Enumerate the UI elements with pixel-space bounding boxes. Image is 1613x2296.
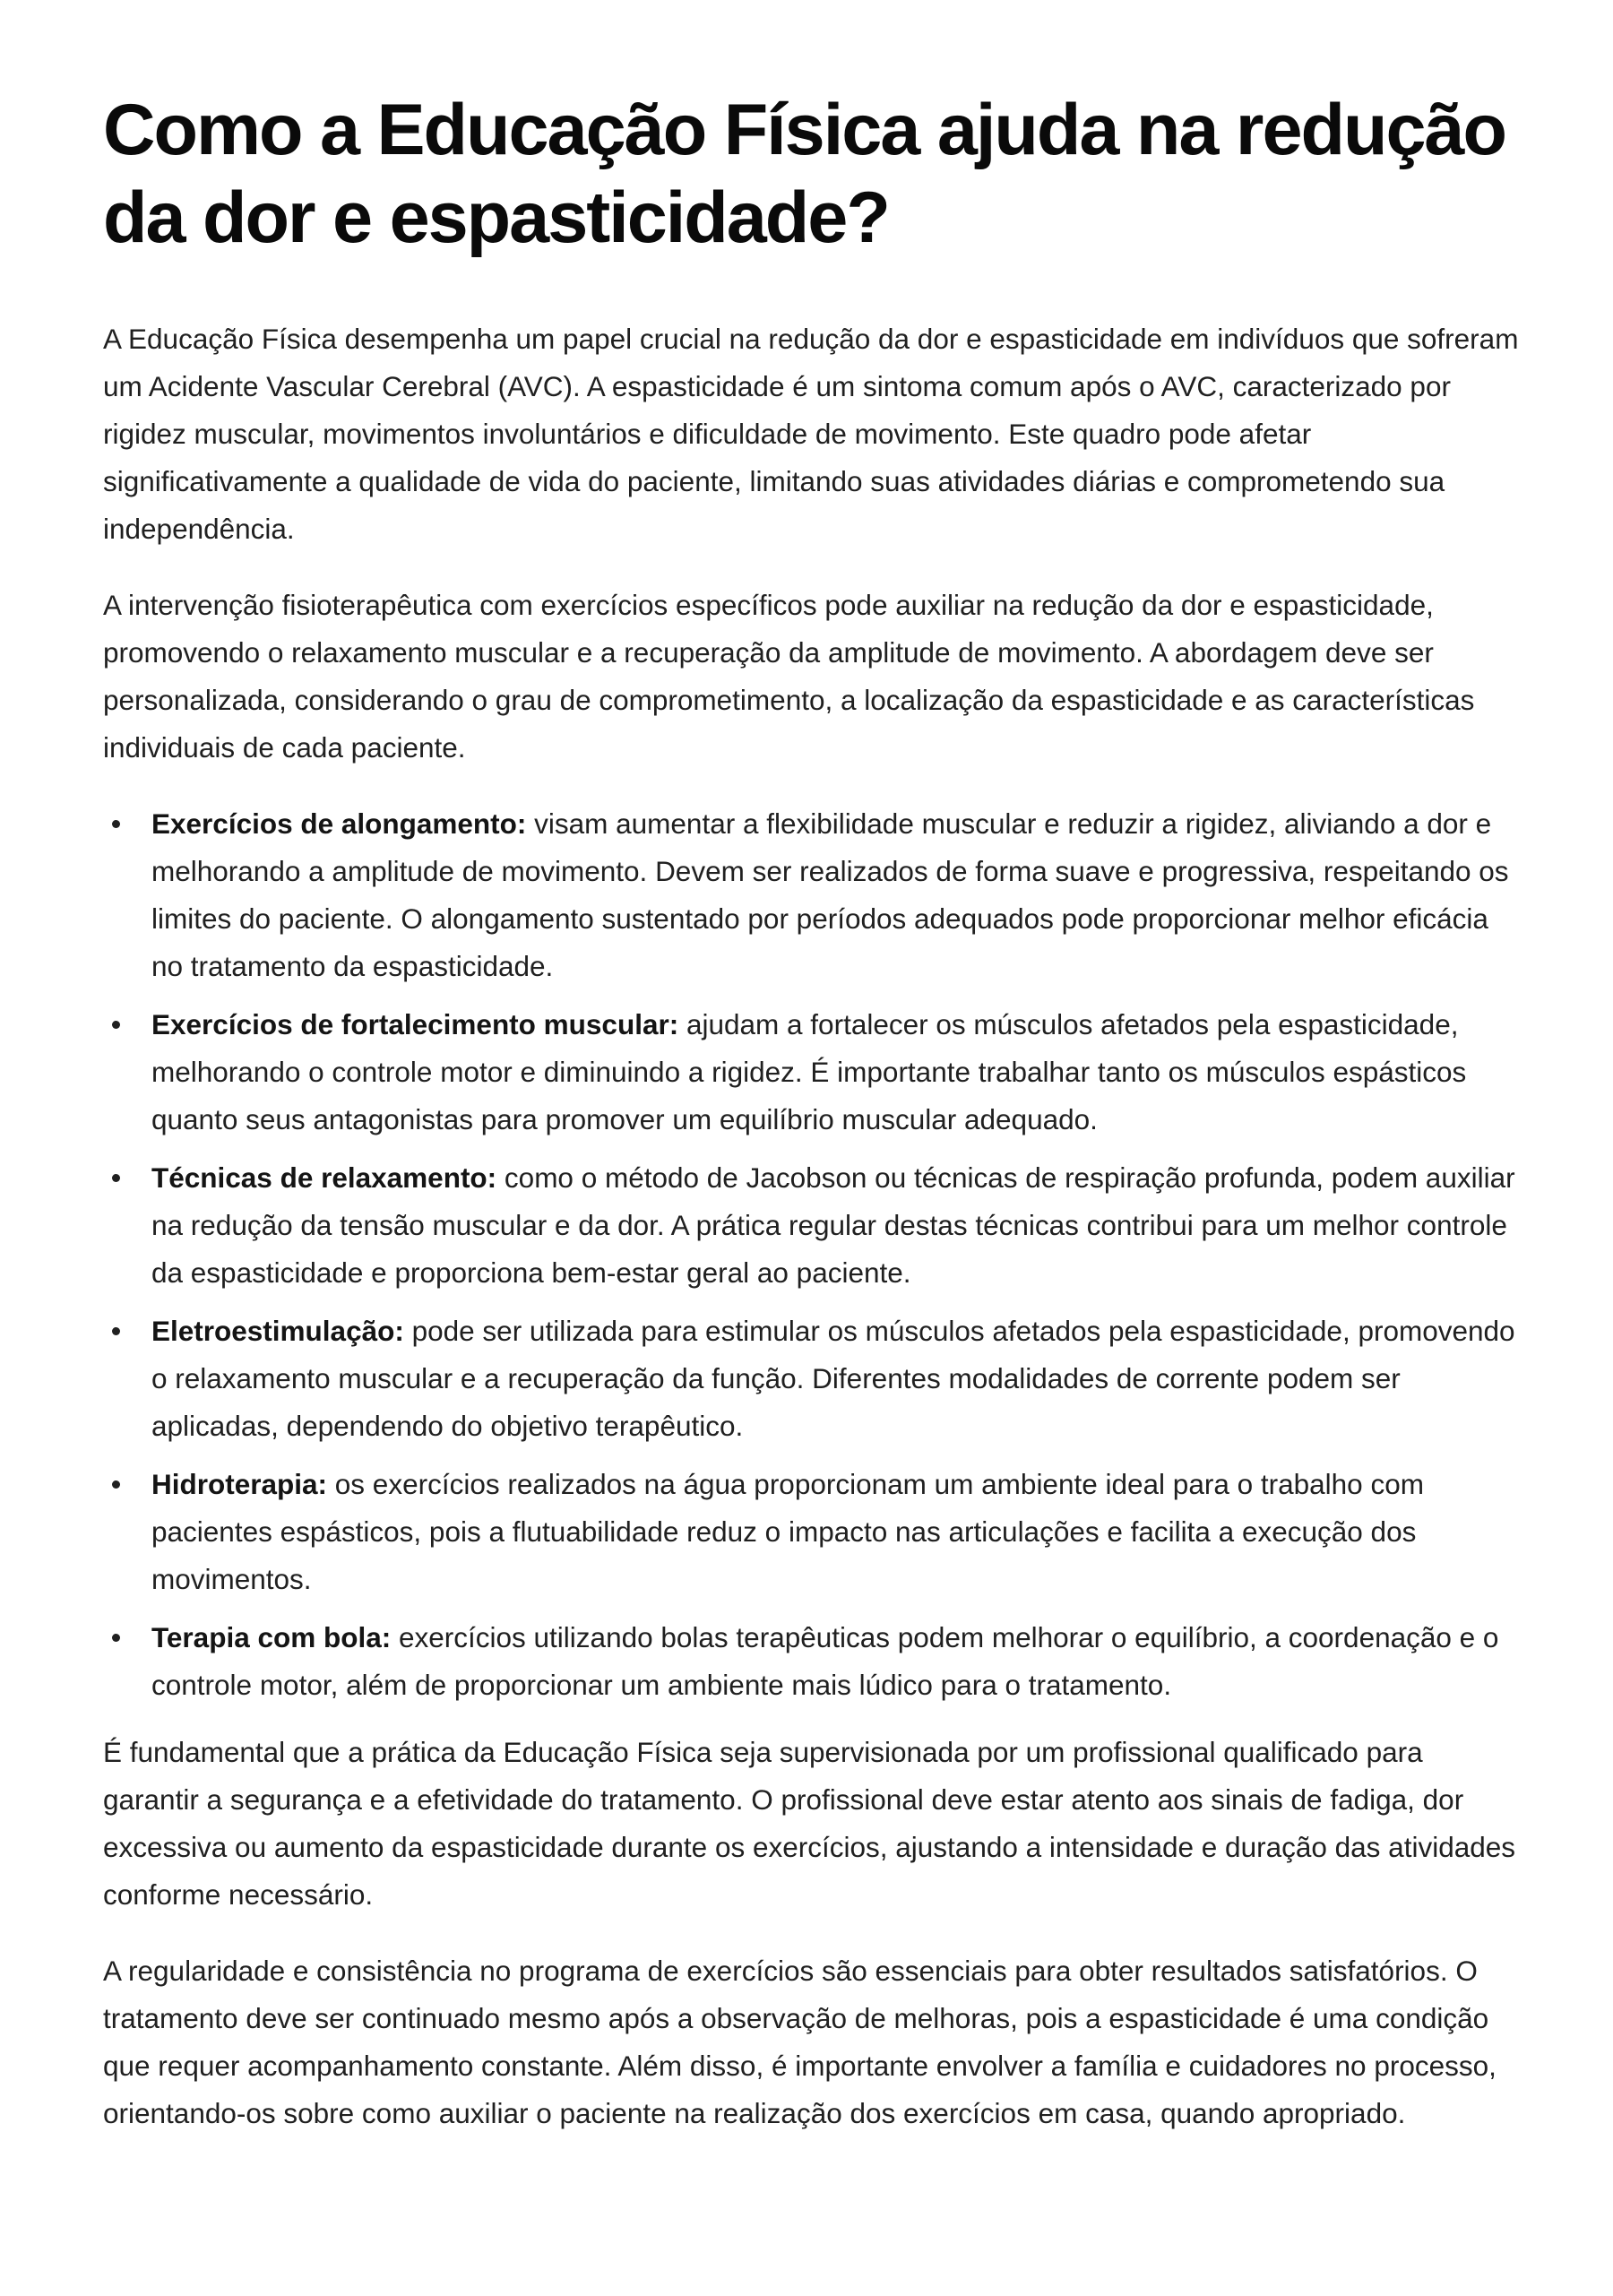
list-item — [103, 1308, 1519, 1450]
list-item — [103, 1001, 1519, 1144]
supervision-paragraph: É fundamental que a prática da Educação Física seja supervisionada por um profissional qualificado para garantir a segurança e a efetividade do tratamento. O profissional deve estar atento aos sinais de fadiga, dor excessiva ou aumento da espasticidade durante os exercícios, ajustando a intensidade e duração das atividades conforme necessário. — [103, 1736, 1516, 1911]
list-item-text: ajudam a fortalecer os músculos afetados pela espasticidade, melhorando o controle motor e diminuindo a rigidez. É importante trabalhar tanto os músculos espásticos quanto seus antagonistas para promover um equilíbrio muscular adequado. — [151, 1008, 1467, 1135]
list-item-term: Terapia com bola: — [151, 1621, 392, 1653]
list-item-text: exercícios utilizando bolas terapêuticas podem melhorar o equilíbrio, a coordenação e o controle motor, além de proporcionar um ambiente mais lúdico para o tratamento. — [151, 1621, 1499, 1701]
intro-paragraph: A Educação Física desempenha um papel crucial na redução da dor e espasticidade em indivíduos que sofreram um Acidente Vascular Cerebral (AVC). A espasticidade é um sintoma comum após o AVC, caracterizado por rigidez muscular, movimentos involuntários e dificuldade de movimento. Este quadro pode afetar significativamente a qualidade de vida do paciente, limitando suas atividades diárias e comprometendo sua independência. — [103, 323, 1519, 545]
list-item-text: como o método de Jacobson ou técnicas de respiração profunda, podem auxiliar na redução da tensão muscular e da dor. A prática regular destas técnicas contribui para um melhor controle da espasticidade e proporciona bem-estar geral ao paciente. — [151, 1161, 1515, 1289]
article — [103, 86, 1519, 2137]
exercise-list — [103, 800, 1519, 1709]
list-item — [103, 1154, 1519, 1297]
list-item-text: pode ser utilizada para estimular os músculos afetados pela espasticidade, promovendo o relaxamento muscular e a recuperação da função. Diferentes modalidades de corrente podem ser aplicadas, dependendo do objetivo terapêutico. — [151, 1315, 1515, 1442]
intervention-paragraph: A intervenção fisioterapêutica com exercícios específicos pode auxiliar na redução da dor e espasticidade, promovendo o relaxamento muscular e a recuperação da amplitude de movimento. A abordagem deve ser personalizada, considerando o grau de comprometimento, a localização da espasticidade e as características individuais de cada paciente. — [103, 589, 1475, 764]
article-title: Como a Educação Física ajuda na redução da dor e espasticidade? — [103, 90, 1506, 258]
list-item-text: visam aumentar a flexibilidade muscular e reduzir a rigidez, aliviando a dor e melhorando a amplitude de movimento. Devem ser realizados de forma suave e progressiva, respeitando os limites do paciente. O alongamento sustentado por períodos adequados pode proporcionar melhor eficácia no tratamento da espasticidade. — [151, 807, 1509, 982]
list-item-term: Exercícios de fortalecimento muscular: — [151, 1008, 679, 1040]
list-item-text: os exercícios realizados na água proporcionam um ambiente ideal para o trabalho com pacientes espásticos, pois a flutuabilidade reduz o impacto nas articulações e facilita a execução dos movimentos. — [151, 1468, 1424, 1595]
list-item-term: Eletroestimulação: — [151, 1315, 404, 1347]
list-item — [103, 1614, 1519, 1709]
regularity-paragraph: A regularidade e consistência no programa de exercícios são essenciais para obter resultados satisfatórios. O tratamento deve ser continuado mesmo após a observação de melhoras, pois a espasticidade é uma condição que requer acompanhamento constante. Além disso, é importante envolver a família e cuidadores no processo, orientando-os sobre como auxiliar o paciente na realização dos exercícios em casa, quando apropriado. — [103, 1955, 1497, 2129]
list-item — [103, 800, 1519, 990]
list-item-term: Exercícios de alongamento: — [151, 807, 527, 840]
list-item — [103, 1461, 1519, 1603]
list-item-term: Hidroterapia: — [151, 1468, 328, 1500]
list-item-term: Técnicas de relaxamento: — [151, 1161, 497, 1194]
